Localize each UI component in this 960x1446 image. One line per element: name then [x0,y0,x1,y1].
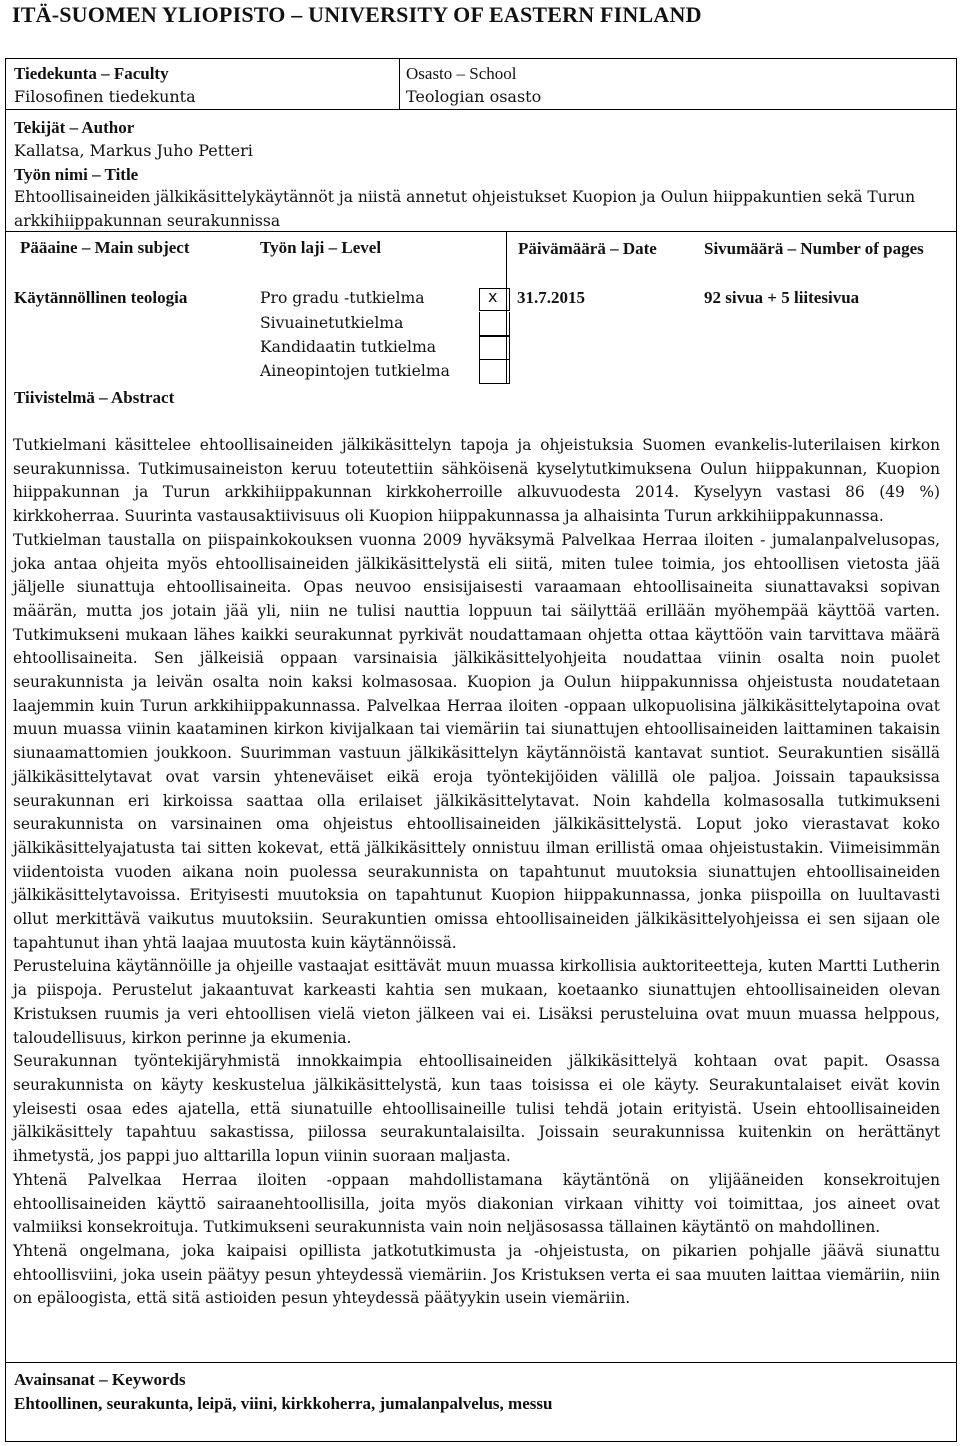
title-label: Työn nimi – Title [14,165,139,184]
level-checkbox-mark: x [488,287,498,306]
row-divider-keywords [6,1362,956,1363]
level-option: Aineopintojen tutkielma [260,362,450,380]
pages-value: 92 sivua + 5 liitesivua [704,288,860,307]
university-heading: ITÄ-SUOMEN YLIOPISTO – UNIVERSITY OF EASTERN FINLAND [12,2,702,27]
level-option: Pro gradu -tutkielma [260,289,425,307]
author-value: Kallatsa, Markus Juho Petteri [14,141,253,160]
level-label: Työn laji – Level [260,238,382,257]
pages-label-text: Sivumäärä – Number of pages [704,239,924,258]
faculty-label: Tiedekunta – Faculty [14,64,169,83]
abstract-body [13,434,940,1311]
date-value: 31.7.2015 [517,288,585,307]
date-label-text: Päivämäärä – Date [518,239,657,258]
faculty-school-divider [399,59,400,109]
pages-label [704,236,944,261]
row-divider-top [6,109,956,110]
level-checkbox[interactable] [479,312,510,336]
abstract-paragraph: Perusteluina käytännöille ja ohjeille vastaajat esittävät muun muassa kirkollisia auktoriteetteja, kuten Martti Lutherin ja piispoja. Perustelut jakaantuvat karkeasti kahtia sen mukaan, koetaanko siunattujen ehtoollisaineiden olevan Kristuksen ruumis ja veri ehtoollisen vielä vieton jälkeen vai ei. Lisäksi perusteluina ovat muun muassa helppous, taloudellisuus, kirkon perinne ja ekumenia. [13,957,940,1047]
school-value: Teologian osasto [406,87,542,106]
level-checkbox[interactable] [479,360,510,384]
faculty-value: Filosofinen tiedekunta [14,87,196,106]
level-option: Kandidaatin tutkielma [260,338,437,356]
author-label: Tekijät – Author [14,118,135,137]
level-checkbox[interactable] [479,288,510,311]
school-label: Osasto – School [406,64,517,83]
keywords-label: Avainsanat – Keywords [14,1370,186,1389]
subject-label: Pääaine – Main subject [20,238,190,257]
abstract-paragraph: Yhtenä ongelmana, joka kaipaisi opillista jatkotutkimusta ja -ohjeistusta, on pikarien pohjalle jäävä siunattu ehtoollisviini, joka usein päätyy pesun yhteydessä viemäriin. Jos Kristuksen verta ei saa muuten laittaa viemäriin, niin on epäloogista, että sitä astioiden pesun yhteydessä päätyykin usein viemäriin. [13,1241,940,1308]
abstract-paragraph: Tutkielman taustalla on piispainkokouksen vuonna 2009 hyväksymä Palvelkaa Herraa iloiten - jumalanpalvelusopas, joka antaa ohjeita myös ehtoollisaineiden jälkikäsittelystä eli siitä, miten tulee toimia, jos ehtoollisen vietosta jää jäljelle siunattuja ehtoollisaineita. Opas neuvoo ensisijaisesti varaamaan ehtoollisaineita siunattavaksi sopivan määrän, mutta jos jotain jää yli, niin ne tulisi nauttia loppuun tai säilyttää erillään myöhempää käyttöä varten. Tutkimukseni mukaan lähes kaikki seurakunnat pyrkivät noudattamaan ohjetta ottaa käyttöön vain tarvittava määrä ehtoollisaineita. Sen jälkeisiä oppaan varsinaisia jälkikäsittelyohjeita noudattaa viinin osalta noin puolet seurakunnista ja leivän osalta noin kaksi kolmasosaa. Kuopion ja Oulun hiippakunnissa ohjeistusta noudatetaan laajemmin kuin Turun arkkihiippakunnassa. Palvelkaa Herraa iloiten -oppaan ulkopuolisina jälkikäsittelytapoina ovat muun muassa viinin kaataminen kirkon kivijalkaan tai viemäriin tai siunattujen ehtoollisaineiden laittaminen takaisin siunaamattomien joukkoon. Suurimman vastuun jälkikäsittelyn käytännöistä kantavat suntiot. Seurakuntien sisällä jälkikäsittelytavat ovat varsin yhteneväiset eikä eroja työntekijöiden välillä ole paljoa. Joissain tapauksissa seurakunnan eri kirkoissa saattaa olla erilaiset jälkikäsittelytavat. Noin kahdella kolmasosalla tutkimukseni seurakunnista on varsinainen oma ohjeistus ehtoollisaineiden jälkikäsittelystä. Loput joko vierastavat koko jälkikäsittelyajatusta tai sitten kokevat, että jälkikäsittely onnistuu ilman erillistä omaa ohjeistustakin. Viimeisimmän viidentoista vuoden aikana noin puolessa seurakunnista on tapahtunut muutoksia siunattujen ehtoollisaineiden jälkikäsittelytavoissa. Erityisesti muutoksia on tapahtunut Kuopion hiippakunnassa, jonka piispoilla on luultavasti ollut merkittävä vaikutus muutoksiin. Seurakuntien omissa ehtoollisaineiden jälkikäsittelyohjeissa ei sen sijaan ole tapahtunut ihan yhtä laajaa muutosta kuin käytännöissä. [13,530,940,952]
level-checkbox[interactable] [479,336,510,360]
abstract-paragraph: Seurakunnan työntekijäryhmistä innokkaimpia ehtoollisaineiden jälkikäsittelyä kohtaan ovat papit. Osassa seurakunnista on käyty keskustelua jälkikäsittelystä, kun taas toisissa ei ole käyty. Seurakuntalaiset eivät kovin yleisesti osaa edes ajatella, että siunatuille ehtoollisaineille tulisi tehdä jotain erityistä. Usein ehtoollisaineiden jälkikäsittely tapahtuu sakastissa, piilossa seurakuntalaisilta. Joissain seurakunnissa kuitenkin on herättänyt ihmetystä, jos pappi juo alttarilla lopun viinin suoraan maljasta. [13,1052,940,1166]
level-option: Sivuainetutkielma [260,314,404,332]
subject-value: Käytännöllinen teologia [14,288,188,307]
abstract-paragraph: Yhtenä Palvelkaa Herraa iloiten -oppaan mahdollistamana käytäntönä on ylijääneiden konsekroitujen ehtoollisaineiden käyttö sairaanehtoollisilla, joita myös diakonian virkaan vihitty voi toimittaa, jos aineet ovat valmiiksi konsekroituja. Tutkimukseni seurakunnista vain noin neljäsosassa tällainen käytäntö on mahdollinen. [13,1170,940,1237]
title-value: Ehtoollisaineiden jälkikäsittelykäytännöt ja niistä annetut ohjeistukset Kuopion ja Oulun hiippakuntien sekä Turun arkkihiippakunnan seurakunnissa [14,188,916,230]
date-label [518,236,678,261]
abstract-paragraph: Tutkielmani käsittelee ehtoollisaineiden jälkikäsittelyn tapoja ja ohjeistuksia Suomen evankelis-luterilaisen kirkon seurakunnissa. Tutkimusaineiston keruu toteutettiin sähköisenä kyselytutkimuksena Oulun hiippakunnan, Kuopion hiippakunnan ja Turun arkkihiippakunnan kirkkoherroille alkuvuodesta 2014. Kyselyyn vastasi 86 (49 %) kirkkoherraa. Suurinta vastausaktiivisuus oli Kuopion hiippakunnassa ja alhaisinta Turun arkkihiippakunnassa. [13,436,940,526]
abstract-label: Tiivistelmä – Abstract [14,388,175,407]
keywords-value: Ehtoollinen, seurakunta, leipä, viini, kirkkoherra, jumalanpalvelus, messu [14,1394,553,1413]
